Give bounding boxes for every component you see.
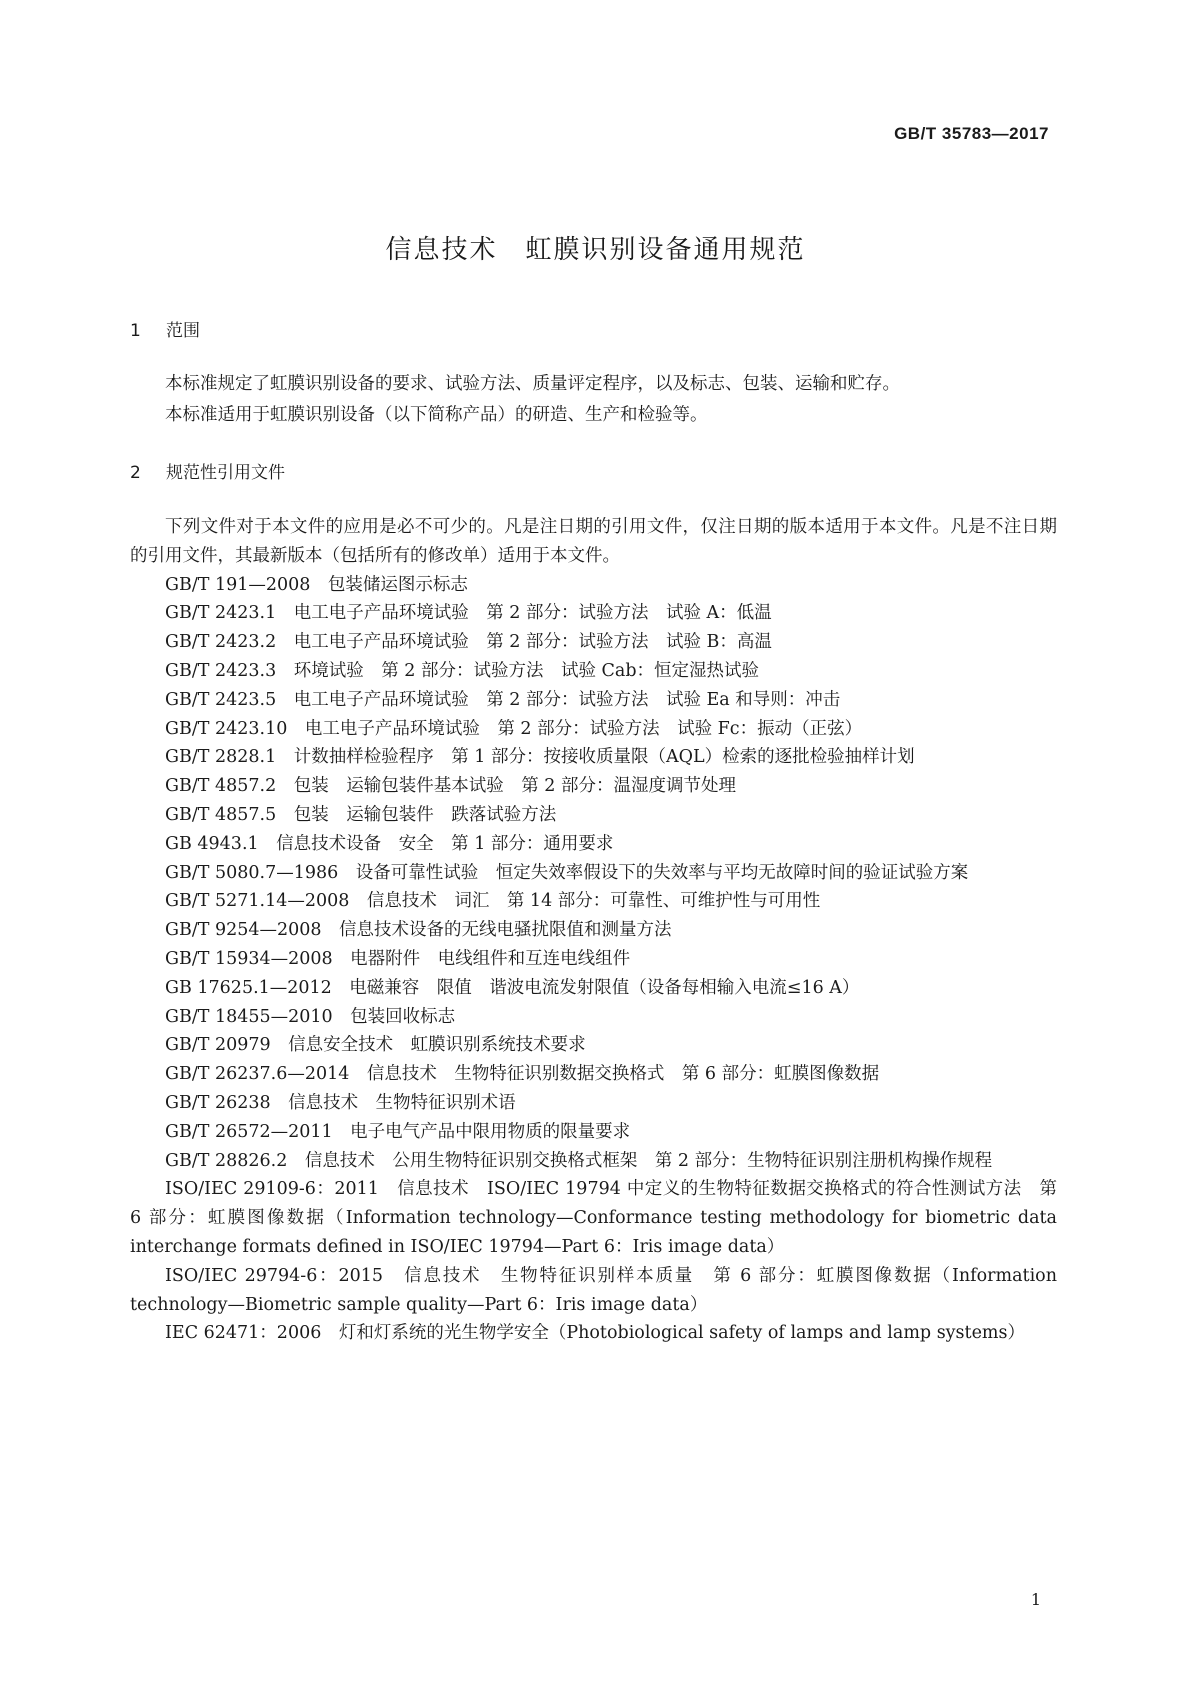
reference-item: GB/T 15934—2008 电器附件 电线组件和互连电线组件 [165, 948, 631, 969]
reference-item: GB/T 4857.5 包装 运输包装件 跌落试验方法 [165, 804, 557, 825]
section-1-heading [130, 316, 200, 341]
standard-number: GB/T 35783—2017 [894, 124, 1049, 143]
reference-item: GB/T 20979 信息安全技术 虹膜识别系统技术要求 [165, 1035, 586, 1056]
reference-item: GB/T 4857.2 包装 运输包装件基本试验 第 2 部分：温湿度调节处理 [165, 776, 736, 797]
reference-item: ISO/IEC 29109-6：2011 信息技术 ISO/IEC 19794 中定义的生物特征数据交换格式的符合性测试方法 第 6 部分：虹膜图像数据（Information technology—Conformance testing methodology for biometric data interchange formats defined in ISO/IEC 19794—Part 6：Iris image data） [130, 1179, 1057, 1257]
reference-item: GB/T 2423.3 环境试验 第 2 部分：试验方法 试验 Cab：恒定湿热试验 [165, 660, 760, 681]
reference-item: GB/T 2423.2 电工电子产品环境试验 第 2 部分：试验方法 试验 B：高温 [165, 632, 772, 653]
reference-item: GB 17625.1—2012 电磁兼容 限值 谐波电流发射限值（设备每相输入电流≤16 A） [165, 977, 860, 998]
section-1-body [130, 369, 1057, 431]
paragraph: 本标准规定了虹膜识别设备的要求、试验方法、质量评定程序，以及标志、包装、运输和贮存。 [165, 374, 900, 394]
reference-item: GB/T 5080.7—1986 设备可靠性试验 恒定失效率假设下的失效率与平均无故障时间的验证试验方案 [165, 862, 969, 883]
section-title: 范围 [166, 321, 200, 341]
intro-paragraph: 下列文件对于本文件的应用是必不可少的。凡是注日期的引用文件，仅注日期的版本适用于本文件。凡是不注日期的引用文件，其最新版本（包括所有的修改单）适用于本文件。 [130, 517, 1057, 566]
document-title: 信息技术 虹膜识别设备通用规范 [385, 235, 806, 265]
reference-item: GB/T 2423.1 电工电子产品环境试验 第 2 部分：试验方法 试验 A：低温 [165, 603, 772, 624]
reference-item: GB/T 2423.5 电工电子产品环境试验 第 2 部分：试验方法 试验 Ea 和导则：冲击 [165, 689, 841, 710]
reference-item: GB/T 26238 信息技术 生物特征识别术语 [165, 1092, 516, 1113]
section-title: 规范性引用文件 [166, 463, 285, 483]
page-number: 1 [1030, 1590, 1041, 1609]
reference-item: GB 4943.1 信息技术设备 安全 第 1 部分：通用要求 [165, 833, 614, 854]
reference-item: GB/T 2828.1 计数抽样检验程序 第 1 部分：按接收质量限（AQL）检索的逐批检验抽样计划 [165, 747, 915, 768]
reference-item: GB/T 9254—2008 信息技术设备的无线电骚扰限值和测量方法 [165, 920, 672, 941]
paragraph: 本标准适用于虹膜识别设备（以下简称产品）的研造、生产和检验等。 [165, 405, 708, 425]
reference-item: GB/T 5271.14—2008 信息技术 词汇 第 14 部分：可靠性、可维护性与可用性 [165, 891, 821, 912]
section-2-body [130, 513, 1057, 1348]
reference-item: GB/T 28826.2 信息技术 公用生物特征识别交换格式框架 第 2 部分：生物特征识别注册机构操作规程 [165, 1150, 993, 1171]
section-number: 1 [130, 321, 141, 341]
reference-item: GB/T 26572—2011 电子电气产品中限用物质的限量要求 [165, 1121, 631, 1142]
reference-item: ISO/IEC 29794-6：2015 信息技术 生物特征识别样本质量 第 6 部分：虹膜图像数据（Information technology—Biometric sample quality—Part 6：Iris image data） [130, 1265, 1057, 1315]
reference-list [130, 571, 1057, 1349]
reference-item: GB/T 191—2008 包装储运图示标志 [165, 574, 468, 595]
reference-item: GB/T 26237.6—2014 信息技术 生物特征识别数据交换格式 第 6 部分：虹膜图像数据 [165, 1064, 880, 1085]
reference-item: IEC 62471：2006 灯和灯系统的光生物学安全（Photobiological safety of lamps and lamp systems） [165, 1323, 1026, 1344]
reference-item: GB/T 2423.10 电工电子产品环境试验 第 2 部分：试验方法 试验 Fc：振动（正弦） [165, 718, 863, 739]
section-2-heading [130, 458, 285, 483]
section-number: 2 [130, 463, 141, 483]
reference-item: GB/T 18455—2010 包装回收标志 [165, 1006, 456, 1027]
